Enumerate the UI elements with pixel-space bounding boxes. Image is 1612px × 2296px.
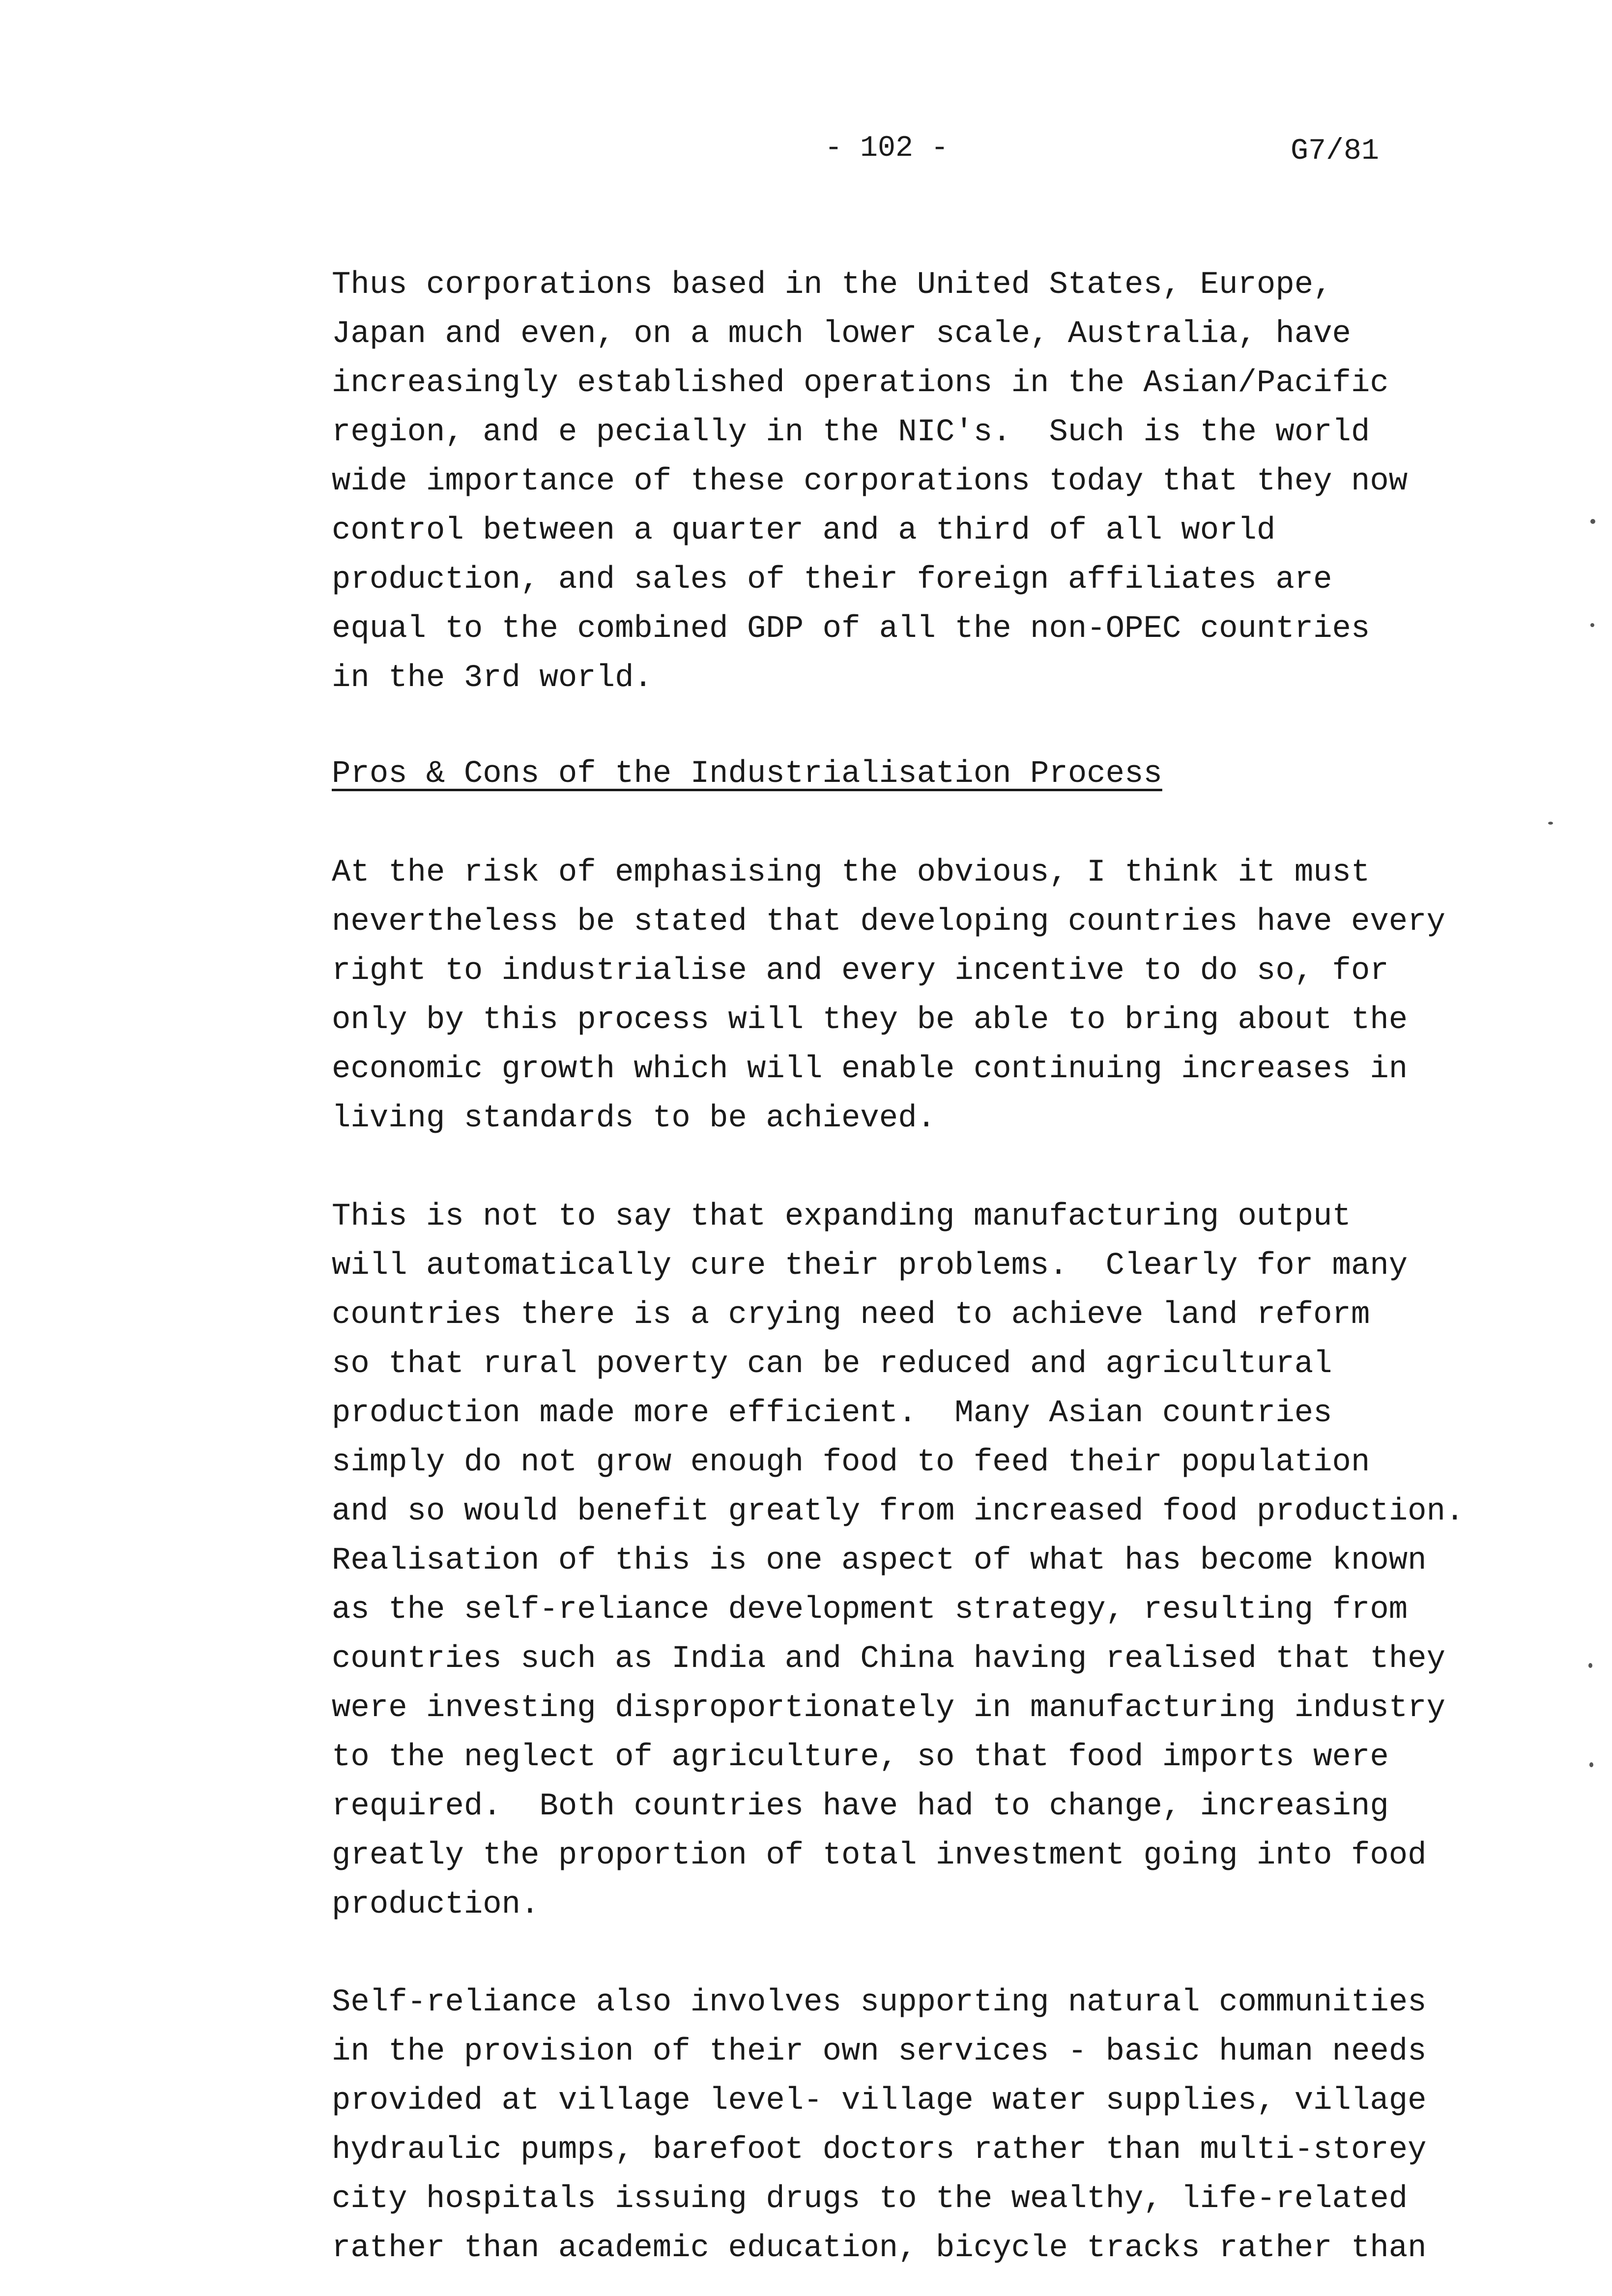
document-reference: G7/81	[1291, 135, 1380, 168]
scan-speck	[1589, 1762, 1593, 1767]
section-heading: Pros & Cons of the Industrialisation Process	[332, 756, 1162, 792]
paragraph-self-reliance-strategy: This is not to say that expanding manufacturing output will automatically cure their problems. Clearly for many countries there is a crying need to achieve land reform so that rural poverty can be reduced and agricultural production made more efficient. Many Asian countries simply do not grow enough food to feed their population and so would benefit greatly from increased food production. Realisation of this is one aspect of what has become known as the self-reliance development strategy, resulting from countries such as India and China having realised that they were investing disproportionately in manufacturing industry to the neglect of agriculture, so that food imports were required. Both countries have had to change, increasing greatly the proportion of total investment going into food production.	[332, 1199, 1465, 1923]
scan-speck	[1548, 822, 1553, 825]
paragraph-self-reliance-services: Self-reliance also involves supporting natural communities in the provision of their own services - basic human needs provided at village level- village water supplies, village hydraulic pumps, barefoot doctors rather than multi-storey city hospitals issuing drugs to the wealthy, life-related rather than academic education, bicycle tracks rather than	[332, 1985, 1427, 2266]
scan-speck	[1590, 519, 1595, 524]
scan-speck	[1588, 1663, 1592, 1668]
paragraph-right-to-industrialise: At the risk of emphasising the obvious, I think it must nevertheless be stated that developing countries have every right to industrialise and every incentive to do so, for only by this process will they be able to bring about the economic growth which will enable continuing increases in living standards to be achieved.	[332, 855, 1445, 1136]
page-number: - 102 -	[825, 132, 949, 165]
paragraph-corporations: Thus corporations based in the United States, Europe, Japan and even, on a much lower scale, Australia, have increasingly established operations in the Asian/Pacific region, and e pecially in the NIC's. Such is the world wide importance of these corporations today that they now control between a quarter and a third of all world production, and sales of their foreign affiliates are equal to the combined GDP of all the non-OPEC countries in the 3rd world.	[332, 267, 1408, 696]
scan-speck	[1590, 623, 1594, 627]
